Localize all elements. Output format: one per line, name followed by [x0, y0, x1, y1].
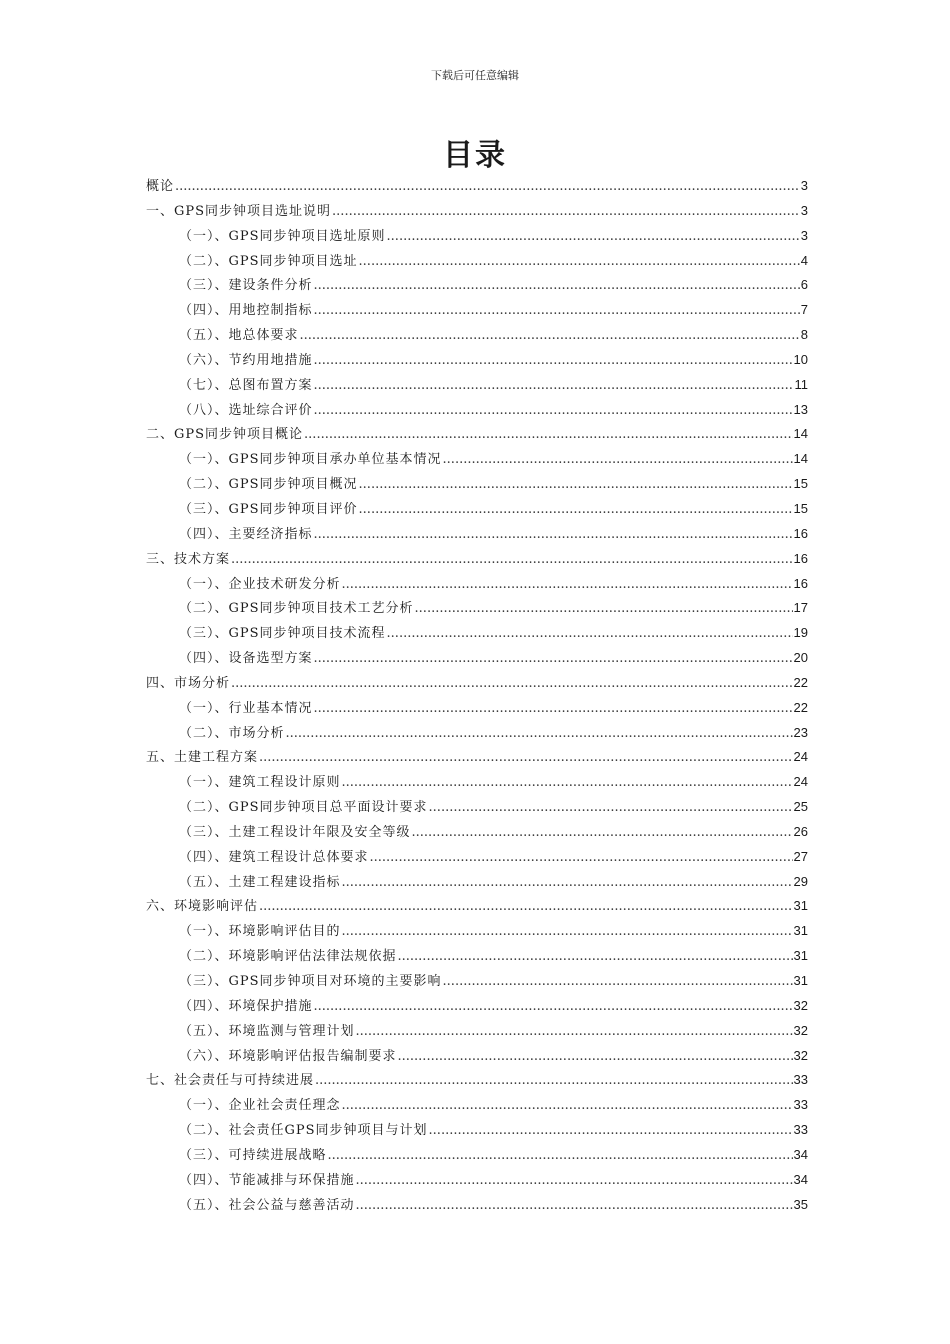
toc-entry-label: （二）、市场分析 [179, 725, 285, 741]
toc-entry-label: （一）、行业基本情况 [179, 700, 313, 716]
header-note: 下载后可任意编辑 [431, 69, 519, 82]
toc-entry-page-number: 32 [793, 997, 808, 1013]
toc-entry-page-number: 34 [793, 1171, 808, 1187]
toc-dot-leader [314, 349, 793, 374]
toc-entry-label: （二）、GPS同步钟项目总平面设计要求 [179, 800, 428, 816]
toc-entry-page-number: 10 [793, 351, 808, 367]
toc-dot-leader [356, 1020, 793, 1045]
toc-entry[interactable] [146, 447, 808, 472]
toc-entry-label: （八）、选址综合评价 [179, 402, 313, 418]
toc-entry[interactable] [146, 547, 808, 572]
toc-dot-leader [429, 796, 793, 821]
toc-entry-page-number: 25 [793, 799, 808, 815]
table-of-contents [146, 174, 808, 1217]
toc-entry-label: （三）、GPS同步钟项目评价 [179, 501, 358, 517]
toc-entry-page-number: 31 [793, 948, 808, 964]
toc-entry-label: 五、土建工程方案 [146, 750, 259, 766]
toc-entry-page-number: 34 [793, 1146, 808, 1162]
toc-entry-page-number: 27 [793, 848, 808, 864]
toc-entry-label: 一、GPS同步钟项目选址说明 [146, 203, 332, 219]
toc-entry[interactable] [146, 646, 808, 671]
toc-entry-page-number: 3 [800, 202, 808, 218]
toc-dot-leader [342, 771, 793, 796]
toc-dot-leader [356, 1169, 793, 1194]
toc-entry-page-number: 23 [793, 724, 808, 740]
toc-dot-leader [304, 423, 792, 448]
toc-entry-page-number: 31 [793, 973, 808, 988]
toc-entry-label: （三）、GPS同步钟项目对环境的主要影响 [179, 974, 442, 989]
toc-entry-page-number: 33 [793, 1097, 808, 1113]
toc-entry[interactable] [146, 1019, 808, 1044]
toc-entry[interactable] [146, 770, 808, 795]
toc-entry-page-number: 22 [793, 674, 808, 690]
toc-entry-page-number: 14 [793, 426, 808, 442]
toc-dot-leader [314, 274, 800, 299]
toc-entry-label: （四）、设备选型方案 [179, 651, 313, 667]
toc-entry-label: （四）、用地控制指标 [179, 303, 313, 319]
toc-entry-page-number: 16 [793, 525, 808, 541]
toc-entry[interactable] [146, 1093, 808, 1118]
toc-dot-leader [314, 697, 793, 722]
toc-entry-label: （四）、主要经济指标 [179, 526, 313, 542]
toc-entry[interactable] [146, 944, 808, 969]
toc-dot-leader [370, 846, 793, 871]
toc-dot-leader [359, 473, 793, 498]
toc-entry[interactable] [146, 348, 808, 373]
toc-entry-label: （五）、地总体要求 [179, 328, 299, 344]
toc-dot-leader [300, 324, 800, 349]
toc-entry-label: （四）、建筑工程设计总体要求 [179, 849, 369, 865]
toc-dot-leader [175, 175, 800, 200]
toc-entry-page-number: 3 [800, 178, 808, 193]
toc-entry[interactable] [146, 1143, 808, 1168]
toc-dot-leader [342, 871, 793, 896]
toc-entry[interactable] [146, 522, 808, 547]
toc-dot-leader [342, 920, 793, 945]
toc-dot-leader [328, 1144, 793, 1169]
toc-entry-page-number: 13 [793, 401, 808, 417]
toc-entry[interactable] [146, 919, 808, 944]
toc-dot-leader [342, 573, 793, 598]
toc-dot-leader [259, 746, 793, 771]
toc-entry[interactable] [146, 745, 808, 770]
toc-entry-label: （五）、社会公益与慈善活动 [179, 1197, 355, 1213]
toc-dot-leader [359, 498, 793, 523]
toc-entry[interactable] [146, 1068, 808, 1093]
toc-entry[interactable] [146, 1193, 808, 1218]
toc-entry[interactable] [146, 845, 808, 870]
toc-dot-leader [332, 200, 800, 225]
toc-entry[interactable] [146, 1118, 808, 1143]
toc-dot-leader [231, 672, 793, 697]
toc-entry[interactable] [146, 820, 808, 845]
toc-entry-page-number: 33 [793, 1072, 808, 1088]
toc-entry-page-number: 16 [793, 575, 808, 591]
toc-entry[interactable] [146, 472, 808, 497]
toc-entry[interactable] [146, 199, 808, 224]
toc-entry[interactable] [146, 696, 808, 721]
toc-entry-label: （一）、GPS同步钟项目承办单位基本情况 [179, 452, 442, 468]
toc-entry-label: 六、环境影响评估 [146, 899, 259, 915]
toc-entry[interactable] [146, 398, 808, 423]
toc-entry-page-number: 22 [793, 699, 808, 715]
toc-entry-label: （一）、企业技术研发分析 [179, 576, 341, 592]
toc-entry-label: 四、市场分析 [146, 675, 231, 691]
toc-entry[interactable] [146, 994, 808, 1019]
toc-entry-label: （一）、GPS同步钟项目选址原则 [179, 228, 386, 244]
toc-entry-page-number: 17 [793, 600, 808, 616]
toc-entry[interactable] [146, 721, 808, 746]
toc-entry-page-number: 20 [793, 650, 808, 666]
toc-dot-leader [356, 1194, 793, 1219]
toc-entry-page-number: 19 [793, 625, 808, 641]
toc-entry-page-number: 33 [793, 1122, 808, 1138]
toc-entry-page-number: 31 [793, 923, 808, 939]
toc-dot-leader [443, 448, 793, 473]
toc-dot-leader [415, 597, 793, 622]
toc-entry[interactable] [146, 174, 808, 199]
toc-entry-page-number: 32 [793, 1022, 808, 1038]
toc-entry-page-number: 16 [793, 550, 808, 566]
toc-entry-label: （六）、节约用地措施 [179, 352, 313, 368]
toc-entry-page-number: 11 [794, 376, 808, 392]
toc-entry-page-number: 14 [793, 451, 808, 467]
toc-entry[interactable] [146, 671, 808, 696]
toc-dot-leader [314, 299, 800, 324]
toc-entry[interactable] [146, 1044, 808, 1069]
toc-entry-label: （三）、建设条件分析 [179, 278, 313, 294]
toc-entry-page-number: 7 [800, 302, 808, 318]
toc-dot-leader [342, 1094, 793, 1119]
toc-entry-label: （二）、环境影响评估法律法规依据 [179, 949, 397, 965]
toc-dot-leader [314, 995, 793, 1020]
toc-entry-label: （三）、土建工程设计年限及安全等级 [179, 824, 411, 840]
toc-dot-leader [398, 1045, 793, 1070]
toc-entry-page-number: 29 [793, 873, 808, 889]
toc-dot-leader [314, 374, 794, 399]
toc-entry[interactable] [146, 497, 808, 522]
toc-dot-leader [359, 250, 800, 275]
toc-dot-leader [231, 548, 793, 573]
toc-entry-page-number: 3 [800, 227, 808, 243]
toc-entry-label: （四）、节能减排与环保措施 [179, 1172, 355, 1188]
toc-entry-label: （一）、企业社会责任理念 [179, 1098, 341, 1114]
toc-entry[interactable] [146, 373, 808, 398]
toc-entry-label: （一）、环境影响评估目的 [179, 924, 341, 940]
toc-dot-leader [387, 622, 793, 647]
toc-entry-label: （五）、环境监测与管理计划 [179, 1023, 355, 1039]
toc-entry-label: 七、社会责任与可持续进展 [146, 1073, 315, 1089]
toc-entry-label: （四）、环境保护措施 [179, 998, 313, 1014]
toc-entry-page-number: 8 [800, 327, 808, 343]
toc-dot-leader [314, 647, 793, 672]
toc-dot-leader [443, 970, 793, 995]
toc-entry[interactable] [146, 795, 808, 820]
toc-entry-label: （五）、土建工程建设指标 [179, 874, 341, 890]
toc-entry[interactable] [146, 894, 808, 919]
toc-dot-leader [398, 945, 793, 970]
toc-entry-page-number: 26 [793, 823, 808, 839]
toc-entry-page-number: 15 [793, 500, 808, 516]
toc-dot-leader [314, 399, 793, 424]
toc-entry-label: 二、GPS同步钟项目概论 [146, 427, 304, 443]
toc-entry-page-number: 4 [800, 252, 808, 268]
toc-entry-page-number: 24 [793, 749, 808, 765]
toc-dot-leader [429, 1119, 793, 1144]
toc-entry-label: （三）、GPS同步钟项目技术流程 [179, 626, 386, 642]
toc-dot-leader [315, 1069, 793, 1094]
toc-entry[interactable] [146, 273, 808, 298]
toc-entry[interactable] [146, 323, 808, 348]
toc-title: 目录 [443, 138, 507, 173]
toc-entry[interactable] [146, 224, 808, 249]
toc-entry-label: （三）、可持续进展战略 [179, 1147, 327, 1163]
toc-entry[interactable] [146, 249, 808, 274]
toc-entry-label: （一）、建筑工程设计原则 [179, 775, 341, 791]
toc-entry-page-number: 31 [793, 898, 808, 914]
toc-dot-leader [387, 225, 800, 250]
toc-entry[interactable] [146, 870, 808, 895]
toc-entry-label: （二）、GPS同步钟项目概况 [179, 477, 358, 493]
toc-entry-label: （七）、总图布置方案 [179, 377, 313, 393]
toc-entry[interactable] [146, 422, 808, 447]
toc-entry-page-number: 6 [800, 277, 808, 293]
toc-entry-label: 三、技术方案 [146, 551, 231, 567]
toc-entry[interactable] [146, 1168, 808, 1193]
toc-dot-leader [259, 895, 793, 920]
toc-dot-leader [314, 523, 793, 548]
toc-dot-leader [286, 722, 793, 747]
toc-entry[interactable] [146, 572, 808, 597]
toc-entry[interactable] [146, 298, 808, 323]
toc-entry-page-number: 32 [793, 1047, 808, 1063]
toc-entry[interactable] [146, 596, 808, 621]
toc-entry-label: （六）、环境影响评估报告编制要求 [179, 1048, 397, 1064]
toc-entry-page-number: 15 [793, 476, 808, 492]
toc-entry[interactable] [146, 969, 808, 994]
toc-entry-label: （二）、社会责任GPS同步钟项目与计划 [179, 1123, 428, 1139]
toc-entry-label: （二）、GPS同步钟项目技术工艺分析 [179, 601, 414, 617]
toc-dot-leader [412, 821, 793, 846]
toc-entry-page-number: 35 [793, 1196, 808, 1212]
toc-entry-label: （二）、GPS同步钟项目选址 [179, 253, 358, 269]
toc-entry-page-number: 24 [793, 774, 808, 790]
toc-entry[interactable] [146, 621, 808, 646]
toc-entry-label: 概论 [146, 179, 175, 194]
